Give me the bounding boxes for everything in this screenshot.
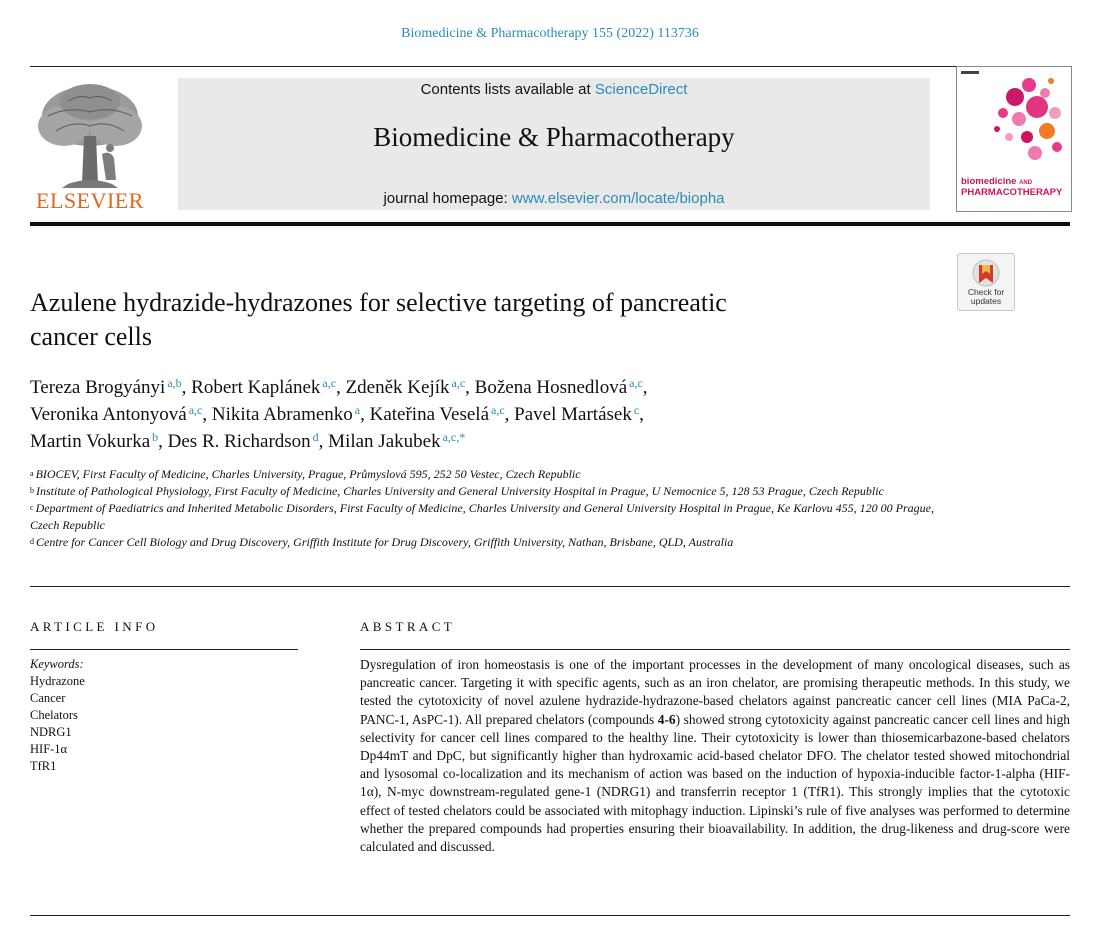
cover-title-line1: biomedicine (961, 176, 1017, 187)
author-name: Zdeněk Kejík (345, 377, 450, 398)
top-rule (30, 66, 1070, 67)
author[interactable] (191, 377, 345, 398)
author[interactable] (346, 377, 475, 398)
article-title-line2: cancer cells (30, 322, 152, 351)
homepage-line (178, 190, 930, 207)
author-affiliation-marker[interactable]: c (633, 403, 640, 417)
author-separator: , (465, 377, 475, 398)
author[interactable] (30, 377, 191, 398)
check-for-updates-button[interactable] (957, 253, 1015, 311)
crossmark-label (958, 288, 1014, 306)
author-separator: , (336, 377, 346, 398)
affiliation (30, 534, 950, 551)
author-separator: , (639, 404, 644, 425)
author-separator: , (360, 404, 370, 425)
author-affiliation-marker[interactable]: a,c (491, 403, 505, 417)
sciencedirect-link[interactable]: ScienceDirect (594, 81, 688, 98)
author-name: Veronika Antonyová (30, 404, 187, 425)
author-separator: , (642, 377, 648, 398)
author-name: Pavel Martásek (514, 404, 632, 425)
author-affiliation-marker[interactable]: a,c (188, 403, 203, 417)
affiliation (30, 483, 950, 500)
abstract-rule (360, 649, 1070, 650)
author-separator: , (181, 377, 192, 398)
crossmark-line2: updates (970, 296, 1002, 306)
elsevier-wordmark: ELSEVIER (36, 188, 144, 213)
affiliation-text: Institute of Pathological Physiology, First Faculty of Medicine, Charles University and General University Hospital in Prague, U Nemocnice 5, 128 53 Prague, Czech Republic (36, 484, 884, 498)
keywords-block (30, 656, 290, 775)
cover-title-line2: PHARMACOTHERAPY (961, 187, 1063, 198)
author-separator: , (504, 404, 515, 425)
author-name: Kateřina Veselá (369, 404, 490, 425)
author[interactable] (168, 431, 329, 452)
keyword[interactable]: Cancer (30, 691, 66, 705)
cover-title (961, 177, 1069, 198)
keyword[interactable]: Chelators (30, 708, 78, 722)
author[interactable] (475, 377, 648, 398)
author-separator: , (158, 431, 168, 452)
affiliation-label: d (30, 537, 34, 546)
author[interactable] (370, 404, 515, 425)
author[interactable] (30, 431, 168, 452)
abstract-heading: ABSTRACT (360, 619, 456, 634)
masthead-bottom-rule (30, 222, 1070, 226)
abstract-text-part2: ) showed strong cytotoxicity against pancreatic cancer cell lines and high selectivity for cancer cell lines compared to the healthy line. Their cytotoxicity is lower than thiosemicarbazone-based chelators Dp44mT and DpC, but significantly higher than hydroxamic acid-based chelator DFO. The chelator tested showed mitochondrial and lysosomal co-localization and its mechanism of action was based on the induction of hypoxia-inducible factor-1-alpha (HIF-1α), N-myc downstream-regulated gene-1 (NDRG1) and transferrin receptor 1 (TfR1). This strongly implies that the cytotoxic effect of tested chelators could be associated with mitophagy induction. Lipinski’s rule of five analyses was performed to determine whether the prepared compounds had properties ensuring their bioavailability. In addition, the drug-likeness and drug-score were calculated and discussed. (360, 711, 1070, 855)
abstract-text (360, 656, 1070, 856)
affiliation-label: c (30, 503, 34, 512)
author-affiliation-marker[interactable]: b (152, 430, 159, 444)
author-name: Tereza Brogyányi (30, 377, 166, 398)
author-affiliation-marker[interactable]: d (312, 430, 319, 444)
author-affiliation-marker[interactable]: a,c (322, 376, 337, 390)
keywords-label: Keywords: (30, 657, 84, 671)
article-info-heading: ARTICLE INFO (30, 619, 159, 634)
author-name: Des R. Richardson (167, 431, 311, 452)
article-title (30, 286, 930, 354)
author[interactable] (30, 404, 212, 425)
affiliation-text: Department of Paediatrics and Inherited Metabolic Disorders, First Faculty of Medicine, Charles University and General University Hospital in Prague, Ke Karlovu 455, 120 00 Prague, Czech Republic (30, 501, 934, 532)
keyword[interactable]: HIF-1α (30, 742, 68, 756)
keyword[interactable]: NDRG1 (30, 725, 72, 739)
author-name: Božena Hosnedlová (474, 377, 628, 398)
article-info-rule (30, 649, 298, 650)
journal-homepage-link[interactable]: www.elsevier.com/locate/biopha (511, 190, 725, 207)
affiliation (30, 500, 950, 534)
keyword[interactable]: TfR1 (30, 759, 57, 773)
abstract-text-part1: Dysregulation of iron homeostasis is one of the important processes in the development of many oncological diseases, such as pancreatic cancer. Targeting it with specific agents, such as an iron chelator, are promising therapeutic methods. In this study, we tested the cytotoxicity of novel azulene hydrazide-hydrazone-based chelators against pancreatic cancer cell lines (MIA PaCa-2, PANC-1, AsPC-1). All prepared chelators (compounds (360, 657, 1070, 727)
affiliation-label: a (30, 469, 34, 478)
author[interactable] (212, 404, 370, 425)
affiliation-text: BIOCEV, First Faculty of Medicine, Charles University, Prague, Průmyslová 595, 252 50 Vestec, Czech Republic (35, 467, 581, 481)
author-list (30, 374, 930, 455)
author-separator: , (202, 404, 212, 425)
contents-line (178, 81, 930, 98)
author-affiliation-marker[interactable]: a,c,* (442, 430, 466, 444)
affiliations-bottom-rule (30, 586, 1070, 587)
journal-masthead (178, 78, 930, 210)
keyword[interactable]: Hydrazone (30, 674, 85, 688)
author-affiliation-marker[interactable]: a,b (167, 376, 182, 390)
author-name: Milan Jakubek (328, 431, 441, 452)
abstract-bottom-rule (30, 915, 1070, 916)
contents-prefix: Contents lists available at (420, 81, 595, 98)
author-name: Martin Vokurka (30, 431, 151, 452)
compound-reference[interactable]: 4-6 (657, 711, 676, 727)
journal-cover-thumbnail[interactable] (956, 66, 1072, 212)
affiliation-label: b (30, 486, 34, 495)
affiliation-text: Centre for Cancer Cell Biology and Drug Discovery, Griffith Institute for Drug Discovery, Griffith University, Nathan, Brisbane, QLD, Australia (36, 535, 734, 549)
author-separator: , (318, 431, 329, 452)
citation-header[interactable]: Biomedicine & Pharmacotherapy 155 (2022) 113736 (401, 26, 699, 41)
crossmark-line1: Check for (967, 287, 1005, 297)
author[interactable] (328, 431, 465, 452)
affiliation-list (30, 466, 950, 551)
homepage-prefix: journal homepage: (383, 190, 512, 207)
author-name: Nikita Abramenko (211, 404, 353, 425)
author-affiliation-marker[interactable]: a,c (629, 376, 643, 390)
affiliation (30, 466, 950, 483)
author-affiliation-marker[interactable]: a (354, 403, 361, 417)
author-affiliation-marker[interactable]: a,c (451, 376, 466, 390)
author[interactable] (514, 404, 644, 425)
article-title-line1: Azulene hydrazide-hydrazones for selective targeting of pancreatic (30, 288, 727, 317)
cover-title-and: AND (1019, 180, 1033, 186)
journal-name: Biomedicine & Pharmacotherapy (373, 122, 735, 152)
crossmark-icon (958, 256, 1014, 290)
author-name: Robert Kaplánek (191, 377, 321, 398)
